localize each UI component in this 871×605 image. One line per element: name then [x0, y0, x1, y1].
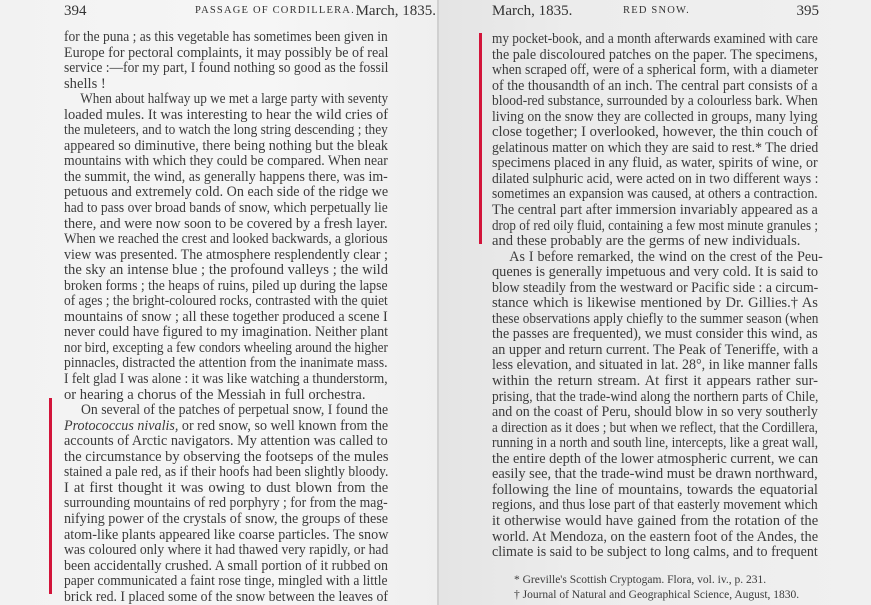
- paragraph: [64, 92, 388, 403]
- text-line: On several of the patches of perpetual snow, I found the: [80, 402, 389, 419]
- text-line: it otherwise would have gained from the rotation of the: [492, 512, 819, 529]
- paragraph: [492, 32, 818, 250]
- text-line: When about halfway up we met a large party with seventy: [80, 91, 389, 108]
- text-line: the passes are frequented), we must consider this wind, as: [492, 326, 818, 343]
- text-line: running in a north and south line, intercepts, like a great wall,: [492, 435, 819, 452]
- right-running-head: [492, 3, 819, 23]
- text-line: surrounding mountains of red porphyry ; for from the mag-: [64, 495, 388, 512]
- text-line: the muleteers, and to watch the long string descending ; they: [64, 122, 388, 139]
- text-line: As I before remarked, the wind on the crest of the Peu-: [509, 248, 823, 265]
- left-running-head: [64, 3, 436, 23]
- text-line: blood-red substance, surrounded by a colourless bark. When: [492, 93, 818, 110]
- running-title: RED SNOW.: [623, 5, 691, 16]
- text-line: the entire depth of the lower atmospheric current, we can: [492, 450, 819, 467]
- text-line: and on the coast of Peru, should blow in so very southerly: [492, 404, 818, 421]
- left-body-text: [64, 30, 388, 605]
- right-page: [439, 0, 871, 605]
- paragraph: [64, 403, 388, 605]
- text-line: had to pass over broad bands of snow, which perpetually lie: [64, 200, 388, 217]
- text-line: I at first thought it was owing to dust blown from the: [64, 479, 389, 496]
- text-line: less elevation, and situated in lat. 28°, in like manner falls: [492, 357, 818, 374]
- text-line: world. At Mendoza, on the eastern foot of the Andes, the: [492, 528, 819, 545]
- italic-term: Protococcus nivalis,: [64, 417, 179, 434]
- text-line: gelatinous matter on which they are said to rest.* The dried: [492, 139, 819, 156]
- text-line: for the puna ; as this vegetable has sometimes been given in: [64, 29, 388, 45]
- text-line: a direction as it does ; but when we reflect, that the Cordillera,: [492, 419, 818, 436]
- text-line: following the line of mountains, towards the equatorial: [492, 481, 818, 498]
- text-line: drop of red oily fluid, containing a few most minute granules ;: [492, 217, 818, 234]
- footnote: † Journal of Natural and Geographical Science, August, 1830.: [514, 589, 800, 601]
- text-line: When we reached the crest and looked backwards, a glorious: [64, 231, 388, 248]
- text-line: prising, that the trade-wind along the northern parts of Chile,: [492, 388, 819, 405]
- highlight-bar: [479, 33, 482, 244]
- text-line: never could have figured to my imagination. Neither plant: [64, 324, 389, 341]
- text-line: my pocket-book, and a month afterwards examined with care: [492, 31, 818, 47]
- text-line: sometimes an expansion was caused, at others a contraction.: [492, 186, 818, 203]
- right-body-text: [492, 31, 823, 561]
- text-line: when scraped off, were of a spherical form, with a diameter: [492, 62, 819, 79]
- text-line: the summit, the wind, as generally happens there, was im-: [64, 168, 388, 185]
- text-line: atom-like plants appeared like coarse particles. The snow: [64, 526, 389, 543]
- running-date: March, 1835.: [492, 3, 573, 19]
- text-line: regions, and thus lose part of that easterly movement which: [492, 497, 818, 514]
- text-line: stance which is likewise mentioned by Dr. Gillies.† As: [492, 295, 818, 312]
- running-title: PASSAGE OF CORDILLERA.: [195, 5, 355, 16]
- paragraph: [492, 248, 823, 561]
- text-line: of ages ; the bright-coloured rocks, contrasted with the quiet: [64, 293, 388, 310]
- text-line: specimens placed in any fluid, as water, spirits of wine, or: [492, 155, 818, 172]
- text-line: quenes is generally impetuous and very cold. It is said to: [492, 264, 819, 281]
- text-line: easily see, that the trade-wind must be drawn northward,: [492, 466, 818, 483]
- text-line: climate is said to be subject to long calms, and to frequent: [492, 544, 818, 561]
- text-line: pinnacles, distracted the attention from the inanimate mass.: [64, 355, 388, 372]
- text-line: I felt glad I was alone : it was like watching a thunderstorm,: [64, 371, 388, 388]
- paragraph: [64, 30, 388, 92]
- text-line: broken forms ; the heaps of ruins, piled up during the lapse: [64, 277, 388, 294]
- text-line: was coloured only where it had thawed very rapidly, or had: [64, 542, 389, 559]
- text-line: The central part after immersion invariably appeared as a: [492, 202, 818, 219]
- text-line: close together; I overlooked, however, the thin couch of: [492, 124, 819, 141]
- page-number: 395: [796, 3, 819, 19]
- text-line: of the thousandth of an inch. The central part consists of a: [492, 77, 818, 94]
- text-line: the pale discoloured patches on the paper. The specimens,: [492, 46, 818, 63]
- text-line: an upper and return current. The Peak of Teneriffe, with a: [492, 341, 819, 358]
- text-line: loaded mules. It was interesting to hear the wild cries of: [64, 106, 389, 123]
- text-line: paper communicated a faint rose tinge, mingled with a little: [64, 573, 388, 590]
- text-line: the circumstance by observing the footseps of the mules: [64, 448, 389, 465]
- text-line: nifying power of the crystals of snow, the groups of these: [64, 510, 389, 527]
- text-line: mountains of snow ; all these together produced a scene I: [64, 308, 388, 325]
- text-line: shells !: [64, 75, 106, 92]
- text-line: or hearing a chorus of the Messiah in full orchestra.: [64, 386, 366, 403]
- running-date: March, 1835.: [355, 3, 436, 19]
- text-line: mountains with which they could be compared. When near: [64, 153, 388, 170]
- text-line: blow steadily from the westward or Pacific side : a circum-: [492, 279, 819, 296]
- text-line: view was presented. The atmosphere resplendently clear ;: [64, 246, 388, 263]
- text-line: dilated sulphuric acid, were acted on in two different ways :: [492, 170, 819, 187]
- text-line: petuous and extremely cold. On each side of the ridge we: [64, 184, 389, 201]
- text-line: Europe for pectoral complaints, it may possibly be of real: [64, 44, 389, 61]
- text-line: accounts of Arctic navigators. My attention was called to: [64, 433, 388, 450]
- text-line: service :—for my part, I found nothing so good as the fossil: [64, 60, 389, 77]
- text-line: within the return stream. At first it appears rather sur-: [492, 373, 818, 390]
- text-line: appeared so diminutive, there being nothing but the bleak: [64, 137, 388, 154]
- text-line: brick red. I placed some of the snow between the leaves of: [64, 588, 389, 605]
- text-line: stained a pale red, as if their hoofs had been slightly bloody.: [64, 464, 389, 481]
- page-number: 394: [64, 3, 87, 19]
- text-line: living on the snow they are collected in groups, many lying: [492, 108, 818, 125]
- text-line: the sky an intense blue ; the profound valleys ; the wild: [64, 262, 389, 279]
- text-line: been accidentally crushed. A small portion of it rubbed on: [64, 557, 388, 574]
- highlight-bar: [49, 398, 52, 594]
- text-line: nor bird, excepting a few condors wheeling around the higher: [64, 339, 388, 356]
- text-line: and these probably are the germs of new individuals.: [492, 233, 801, 250]
- footnotes: [514, 573, 824, 603]
- text-line: these observations apply chiefly to the summer season (when: [492, 310, 819, 327]
- footnote: * Greville's Scottish Cryptogam. Flora, vol. iv., p. 231.: [514, 574, 767, 586]
- text-line: there, and were now soon to be covered by a fresh layer.: [64, 215, 388, 232]
- text-line: Protococcus nivalis, or red snow, so well known from the: [64, 417, 389, 434]
